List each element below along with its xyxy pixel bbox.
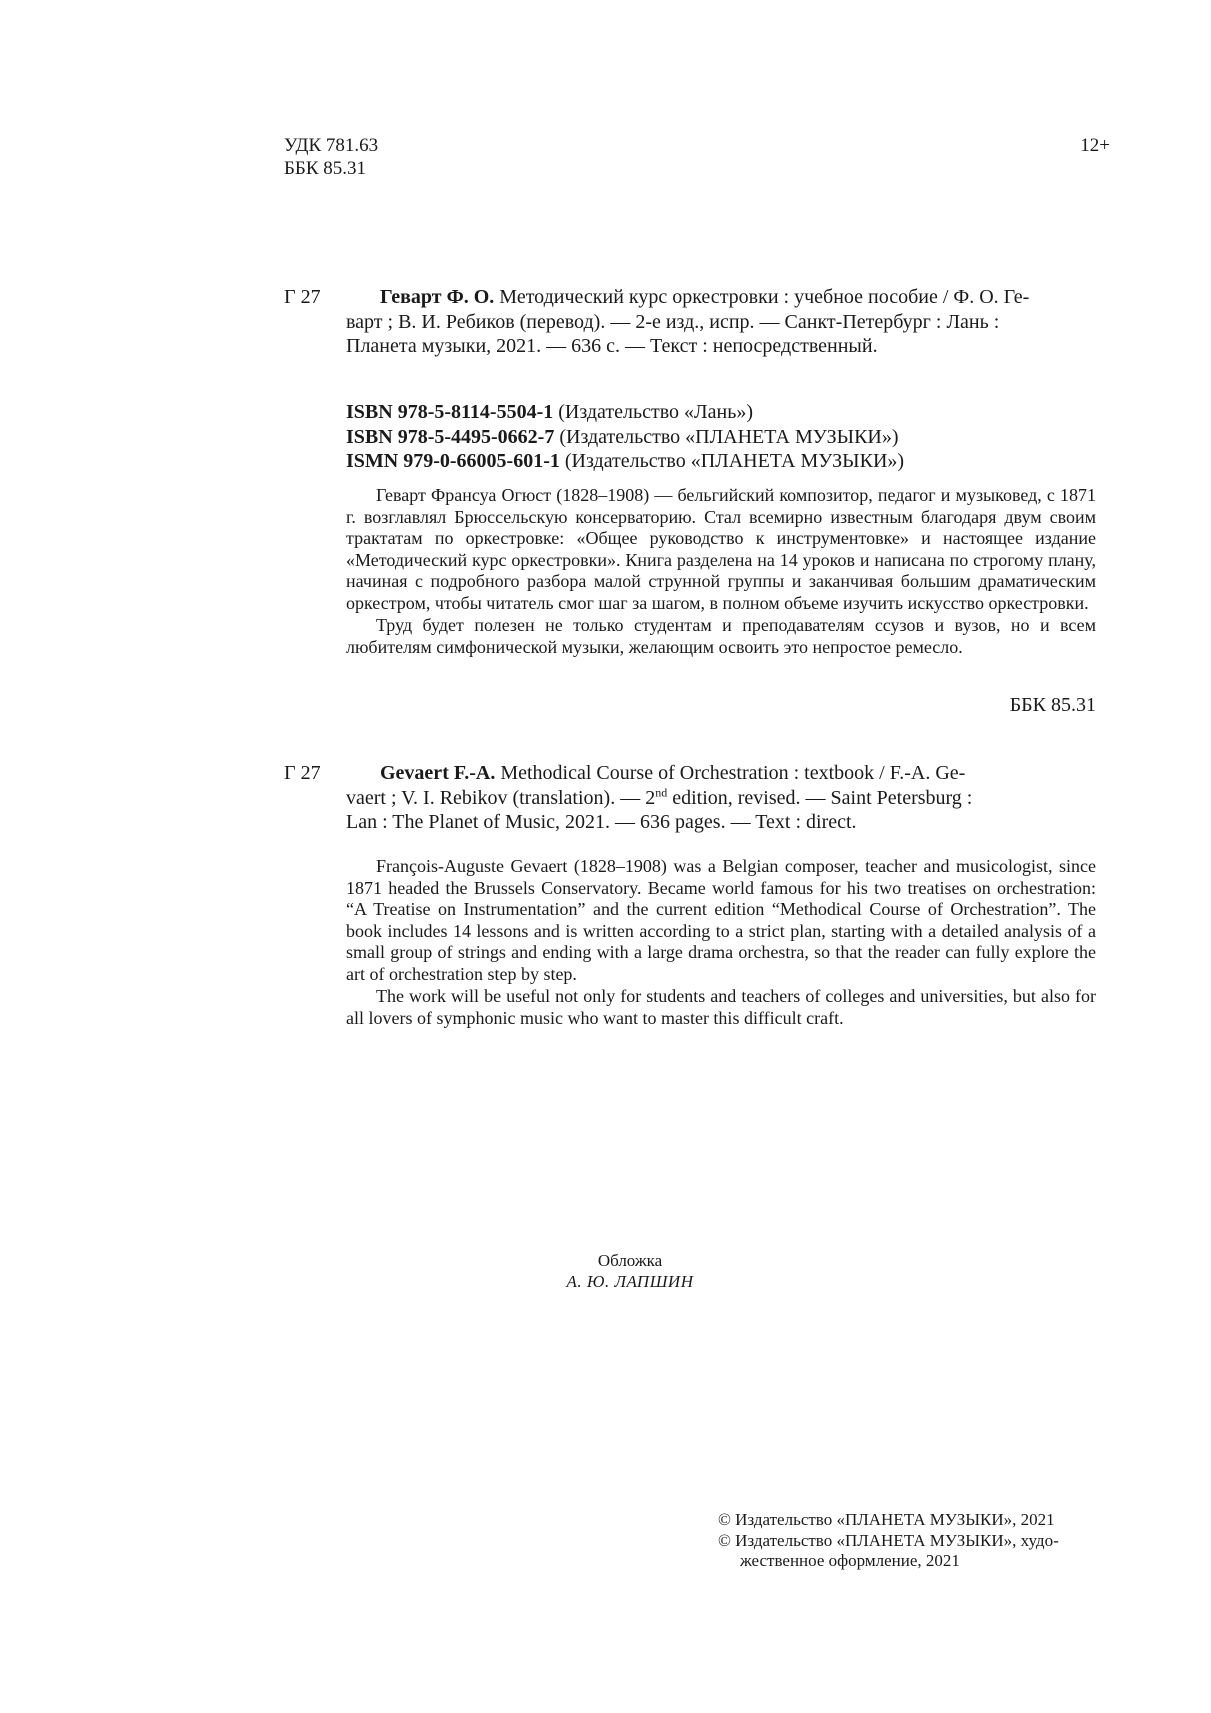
ismn-publisher: (Издательство «ПЛАНЕТА МУЗЫКИ»)	[559, 450, 905, 472]
title-text: Методический курс оркестровки : учебное пособие / Ф. О. Ге-	[494, 286, 1030, 308]
bbk-code: ББК 85.31	[284, 158, 366, 179]
abstract-paragraph: François-Auguste Gevaert (1828–1908) was a Belgian composer, teacher and musicologist, since 1871 headed the Brussels Conservatory. Became world famous for his two treatises on orchestration: “A Treatise on Instrumentation” and the current edition “Methodical Course of Orchestration”. The book includes 14 lessons and is written according to a strict plan, starting with a detailed analysis of a small group of strings and ending with a large drama orchestra, so that the reader can fully explore the art of orchestration step by step.	[346, 856, 1096, 984]
isbn-publisher: (Издательство «ПЛАНЕТА МУЗЫКИ»)	[554, 425, 899, 448]
copyright-block	[718, 1510, 1098, 1572]
entry-line-2	[346, 786, 1096, 811]
entry-line-1	[346, 761, 1096, 786]
author-sign-code: Г 27	[284, 286, 321, 308]
isbn-row	[346, 425, 1096, 450]
cover-credit	[520, 1250, 740, 1292]
bibliographic-description	[346, 761, 1096, 835]
entry-line-3: Lan : The Planet of Music, 2021. — 636 pages. — Text : direct.	[346, 811, 857, 833]
abstract-paragraph: Труд будет полезен не только студентам и преподавателям ссузов и вузов, но и всем любителям симфонической музыки, желающим освоить это непростое ремесло.	[346, 615, 1096, 657]
title-text: Methodical Course of Orchestration : textbook / F.-A. Ge-	[495, 762, 966, 784]
ordinal-suffix: nd	[655, 784, 668, 799]
isbn-publisher: (Издательство «Лань»)	[553, 401, 753, 423]
abstract-paragraph: The work will be useful not only for students and teachers of colleges and universities, but also for all lovers of symphonic music who want to master this difficult craft.	[346, 986, 1096, 1028]
classification-block	[284, 134, 378, 180]
isbn-number: ISBN 978-5-4495-0662-7	[346, 425, 555, 448]
russian-bibliographic-entry	[284, 285, 1096, 359]
english-abstract	[346, 856, 1096, 1029]
isbn-list	[346, 400, 1096, 474]
copyright-line: © Издательство «ПЛАНЕТА МУЗЫКИ», 2021	[718, 1510, 1055, 1529]
copyright-line: © Издательство «ПЛАНЕТА МУЗЫКИ», художественное оформление, 2021	[718, 1530, 1059, 1570]
entry-line-2-rest: edition, revised. — Saint Petersburg :	[667, 786, 973, 809]
entry-line-1	[346, 285, 1096, 310]
english-bibliographic-entry	[284, 761, 1096, 835]
bibliographic-description	[346, 285, 1096, 359]
author-name: Геварт Ф. О.	[380, 286, 495, 308]
entry-line-2: варт ; В. И. Ребиков (перевод). — 2-е изд., испр. — Санкт-Петербург : Лань :	[346, 310, 1000, 333]
abstract-paragraph: Геварт Франсуа Огюст (1828–1908) — бельгийский композитор, педагог и музыковед, с 1871 г. возглавлял Брюссельскую консерваторию. Стал всемирно известным благодаря двум своим трактатам по оркестровке: «Общее руководство к инструментовке» и настоящее издание «Методический курс оркестровки». Книга разделена на 14 уроков и написана по строгому плану, начиная с подробного разбора малой струнной группы и заканчивая большим драматическим оркестром, чтобы читатель смог шаг за шагом, в полном объеме изучить искусство оркестровки.	[346, 485, 1096, 613]
isbn-number: ISBN 978-5-8114-5504-1	[346, 401, 554, 423]
russian-abstract	[346, 485, 1096, 658]
udk-code: УДК 781.63	[284, 135, 379, 156]
ismn-row	[346, 449, 1096, 474]
cover-designer: А. Ю. ЛАПШИН	[566, 1272, 694, 1291]
age-rating: 12+	[1080, 135, 1110, 156]
entry-line-3: Планета музыки, 2021. — 636 с. — Текст : непосредственный.	[346, 335, 878, 357]
entry-line-2-text: vaert ; V. I. Rebikov (translation). — 2	[346, 786, 656, 809]
cover-label: Обложка	[597, 1251, 663, 1270]
author-name: Gevaert F.-A.	[380, 762, 496, 784]
abstract-bbk-code: ББК 85.31	[1009, 694, 1096, 716]
author-sign-code: Г 27	[284, 762, 321, 784]
isbn-row	[346, 400, 1096, 425]
ismn-number: ISMN 979-0-66005-601-1	[346, 450, 560, 472]
